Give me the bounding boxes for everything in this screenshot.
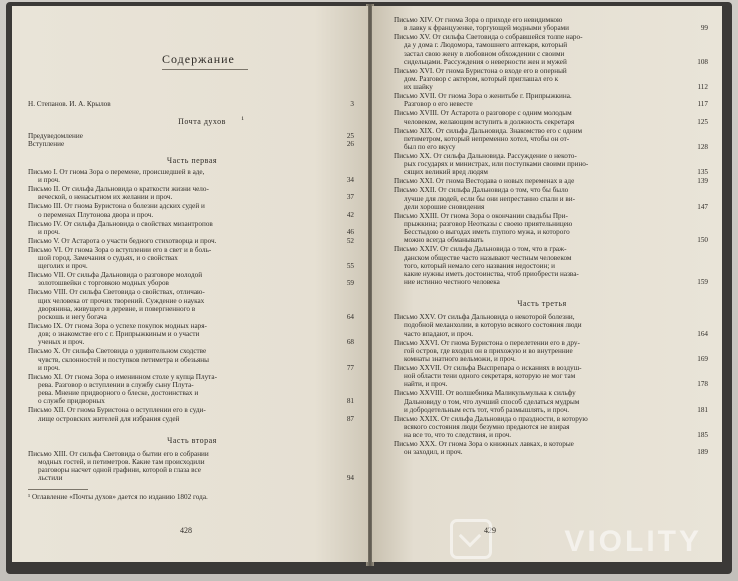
toc-entry-line: золотошвейки с торговкою модных уборов	[38, 279, 169, 288]
toc-entry-line: льстили	[38, 474, 63, 483]
toc-entry-page: 159	[697, 278, 708, 287]
toc-entry-page: 164	[697, 329, 708, 338]
toc-entry-line: всякого состояния люди безумно предаются не взирая	[404, 423, 570, 431]
toc-entry-line: Письмо XX. От сильфа Дальновида. Рассуждение о некото-	[394, 152, 577, 160]
toc-entry-line: Письмо IV. От сильфа Дальновида о свойствах мизантропов	[28, 219, 213, 228]
toc-entry-line: Письмо XXVII. От сильфа Выспрепара о исканиях в воздуш-	[394, 364, 582, 372]
toc-entry-line: лище островских жителей для избрания судей	[38, 414, 180, 423]
section-mark: ¹	[241, 115, 245, 124]
toc-entry-line: роскошь и негу богача	[38, 313, 107, 321]
toc-entry-line: Письмо XI. От гнома Зора о именинном столе у купца Плута-	[28, 372, 217, 381]
toc-entry-line: и добродетельным есть тот, чтоб размышлять, и проч.	[404, 405, 570, 414]
toc-entry-line: щеголих и проч.	[38, 262, 88, 271]
toc-entry-line: щих человека от прочих творений. Суждение о науках	[38, 296, 205, 305]
footnote-rule	[28, 489, 88, 490]
toc-entry-line: модных гостей, и петиметров. Какие там происходили	[38, 457, 205, 466]
toc-entry-line: Письмо VII. От сильфа Дальновида о разговоре молодой	[28, 271, 203, 280]
toc-entry-line: Письмо XXIX. От сильфа Дальновида о праздности, в которую	[394, 414, 588, 423]
page-number: 428	[180, 526, 192, 535]
toc-entry-line: Письмо VI. От гнома Зора о вступлении его в свет и в боль-	[28, 245, 212, 254]
section-title: Почта духов	[178, 117, 226, 126]
toc-entry-line: Письмо IX. От гнома Зора о успехе покупок модных наря-	[28, 322, 207, 330]
toc-entry-line: рева. Мнение придворного о блеске, достоинствах и	[38, 389, 199, 398]
part-heading: Часть третья	[517, 299, 567, 309]
toc-entry-line: человеком, желающим вступить в должность секретаря	[404, 117, 575, 126]
part-heading: Часть вторая	[167, 435, 217, 445]
toc-entry-line: он заходил, и проч.	[404, 448, 463, 457]
toc-entry-line: Дальновиду о том, что лучший способ сделаться мудрым	[404, 397, 580, 406]
toc-entry-page: 139	[697, 177, 708, 186]
toc-entry-page: 189	[697, 448, 708, 457]
toc-entry-line: Письмо XVII. От гнома Зора о женитьбе г. Припрыжкина.	[394, 92, 572, 101]
intro-page: 26	[346, 140, 354, 149]
toc-entry-line: Письмо XIII. От сильфа Световида о бытии его в собрании	[28, 449, 209, 458]
author-line: Н. Степанов. И. А. Крылов	[28, 100, 111, 108]
toc-entry-line: Письмо XXVI. От гнома Буристона о перелетении его в дру-	[394, 338, 580, 347]
toc-entry-page: 150	[697, 236, 708, 245]
toc-entry-line: найти, и проч.	[404, 380, 448, 389]
toc-entry-line: какие нужны иметь достоинства, чтоб приобрести назва-	[404, 270, 579, 278]
toc-entry-page: 87	[346, 414, 354, 423]
toc-entry-page: 99	[700, 24, 708, 33]
toc-entry-page: 169	[697, 355, 708, 363]
toc-entry-page: 181	[697, 405, 708, 414]
toc-entry-line: о службе придворных	[38, 397, 105, 406]
toc-entry-page: 64	[346, 313, 354, 321]
toc-entry-line: ученых и проч.	[38, 338, 85, 347]
toc-entry-page: 147	[697, 202, 708, 211]
toc-entry-line: в лавку к французенке, торгующей модными уборами	[404, 24, 570, 33]
toc-entry-page: 117	[697, 100, 708, 109]
toc-entry-line: и проч.	[38, 176, 60, 185]
toc-entry-page: 128	[697, 143, 708, 151]
toc-entry-line: Письмо XVI. От гнома Буристона о входе его в оперный	[394, 66, 567, 75]
toc-entry-page: 185	[697, 431, 708, 440]
toc-entry-line: лучше для людей, если бы они непрестанно спали и ви-	[404, 194, 576, 203]
toc-entry-line: часто впадают, и проч.	[404, 329, 474, 338]
toc-entry-line: Письмо XXII. От сильфа Дальновида о том, что бы было	[394, 186, 569, 195]
toc-entry-line: данском обществе часто называют честным человеком	[404, 253, 572, 262]
intro-page: 25	[346, 132, 354, 140]
toc-entry-page: 42	[346, 210, 354, 219]
toc-entry-page: 37	[346, 193, 354, 202]
toc-entry-page: 52	[346, 236, 354, 245]
toc-entry-line: Бесстыдою о выгодах иметь глупого мужа, и которого	[404, 228, 570, 237]
intro-item: Вступление	[28, 140, 65, 149]
toc-entry-line: Письмо XXIII. От гнома Зора о окончании свадьбы При-	[394, 211, 568, 220]
toc-entry-line: чувств, склонностей и поступков петиметра и обезьяны	[38, 355, 209, 364]
toc-entry-line: на все то, что то следствия, и проч.	[404, 431, 512, 440]
toc-entry-line: Письмо III. От гнома Буристона о болезни адских судей и	[28, 202, 205, 211]
toc-entry-page: 55	[346, 262, 354, 271]
toc-entry-line: Письмо II. От сильфа Дальновида о краткости жизни чело-	[28, 185, 209, 194]
toc-entry-line: комнаты знатного вельможи, и проч.	[404, 355, 516, 363]
toc-entry-line: Письмо XIX. От сильфа Дальновида. Знакомство его с одним	[394, 126, 583, 135]
toc-entry-line: сидельцами. Рассуждения о неверности жен и мужей	[404, 57, 567, 66]
toc-entry-line: шой город. Замечания о судьях, и о свойствах	[38, 254, 178, 262]
toc-entry-line: дом. Разговор с актером, который приглашал его к	[404, 75, 559, 83]
toc-entry-line: Разговор о его невесте	[404, 100, 473, 109]
toc-entry-line: застал свою жену в любовном обхождении с своими	[404, 49, 565, 58]
toc-entry-line: сящих великий вред людям	[404, 168, 488, 177]
toc-entry-line: их шайку	[404, 83, 433, 92]
toc-entry-line: рых государях и министрах, или поступками своими прино-	[404, 160, 589, 169]
toc-entry-line: Письмо XXX. От гнома Зора о книжных лавках, в которые	[394, 440, 574, 449]
toc-entry-line: веческой, о ненасытном их желании и проч.	[38, 193, 173, 202]
toc-entry-line: Письмо XXIV. От сильфа Дальновида о том, что в граж-	[394, 245, 567, 254]
toc-entry-line: Письмо XV. От сильфа Световида о собравшейся толпе наро-	[394, 33, 583, 42]
toc-entry-line: Письмо XXI. От гнома Вестодава о новых переменах в аде	[394, 177, 575, 186]
toc-entry-page: 112	[697, 83, 708, 92]
toc-entry-line: и проч.	[38, 363, 60, 372]
intro-item: Предуведомление	[28, 132, 83, 140]
toc-entry-line: Письмо XII. От гнома Буристона о вступлении его в суди-	[28, 406, 206, 415]
toc-entry-line: подобной меланхолии, в которую всякого состояния люди	[404, 321, 582, 330]
toc-entry-page: 77	[346, 363, 354, 372]
toc-entry-line: о переменах Плутонова двора и проч.	[38, 210, 154, 219]
author-page: 3	[350, 100, 354, 108]
toc-entry-page: 135	[697, 168, 708, 177]
page-number: 429	[484, 526, 496, 535]
toc-entry-line: Письмо V. От Астарота о участи бедного стихотворца и проч.	[28, 236, 217, 245]
toc-entry-line: разговоры насчет одной графини, которой в глаза все	[38, 466, 201, 474]
footnote: ¹ Оглавление «Почты духов» дается по изданию 1802 года.	[28, 493, 208, 502]
toc-entry-line: и проч.	[38, 227, 60, 236]
toc-entry-line: Письмо VIII. От сильфа Световида о свойствах, отличаю-	[28, 288, 205, 297]
title-underline	[162, 69, 248, 70]
toc-entry-line: ние истинно честного человека	[404, 278, 500, 287]
toc-entry-line: дели хорошие сновидения	[404, 202, 485, 211]
toc-entry-line: Письмо XVIII. От Астарота о разговоре с одним молодым	[394, 109, 572, 118]
toc-entry-page: 94	[346, 474, 354, 483]
toc-entry-line: Письмо I. От гнома Зора о перемене, происшедшей в аде,	[28, 168, 205, 176]
toc-entry-line: да у дома г. Людомора, тамошнего аптекаря, который	[404, 41, 568, 50]
toc-entry-line: того, который немало сего названия недостоин; и	[404, 261, 556, 270]
watermark-text: VIOLITY	[564, 525, 702, 558]
left-page	[12, 6, 368, 562]
toc-entry-page: 108	[697, 57, 708, 66]
toc-entry-line: дворянина, живущего в деревне, и повергненного в	[38, 304, 196, 313]
check-icon	[450, 519, 492, 559]
toc-entry-line: Письмо XXV. От сильфа Дальновида о некоторой болезни,	[394, 313, 575, 322]
toc-entry-page: 68	[346, 338, 354, 347]
toc-entry-page: 178	[697, 380, 708, 389]
toc-entry-line: можно всегда обманывать	[404, 236, 484, 245]
toc-entry-line: Письмо X. От сильфа Световида о удивительном сходстве	[28, 347, 207, 356]
toc-entry-page: 59	[346, 279, 354, 288]
toc-entry-line: Письмо XIV. От гнома Зора о приходе его невидимкою	[394, 16, 563, 24]
toc-entry-page: 34	[346, 176, 354, 185]
toc-entry-line: ной области тени одного секретаря, которую не мог там	[404, 372, 576, 381]
contents-title: Содержание	[162, 52, 235, 66]
toc-entry-line: рева. Разговор о вступлении в службу сыну Плута-	[38, 381, 194, 389]
toc-entry-page: 125	[697, 117, 708, 126]
toc-entry-line: был по его вкусу	[404, 143, 456, 151]
toc-entry-line: петиметром, который непременно хотел, чтобы он от-	[404, 134, 570, 143]
right-page	[372, 6, 722, 562]
toc-entry-page: 46	[346, 227, 354, 236]
toc-entry-line: дов; о знакомстве его с г. Припрыжкиным и о участи	[38, 330, 200, 339]
toc-entry-line: гой остров, где входил он в прихожую и во внутренние	[404, 346, 573, 355]
toc-entry-line: Письмо XXVIII. От волшебника Маликульмулька к сильфу	[394, 389, 576, 398]
part-heading: Часть первая	[166, 156, 218, 165]
toc-entry-line: прыжкина; разговор Неотказы с своею приятельницею	[404, 220, 573, 228]
toc-entry-page: 81	[346, 397, 354, 406]
